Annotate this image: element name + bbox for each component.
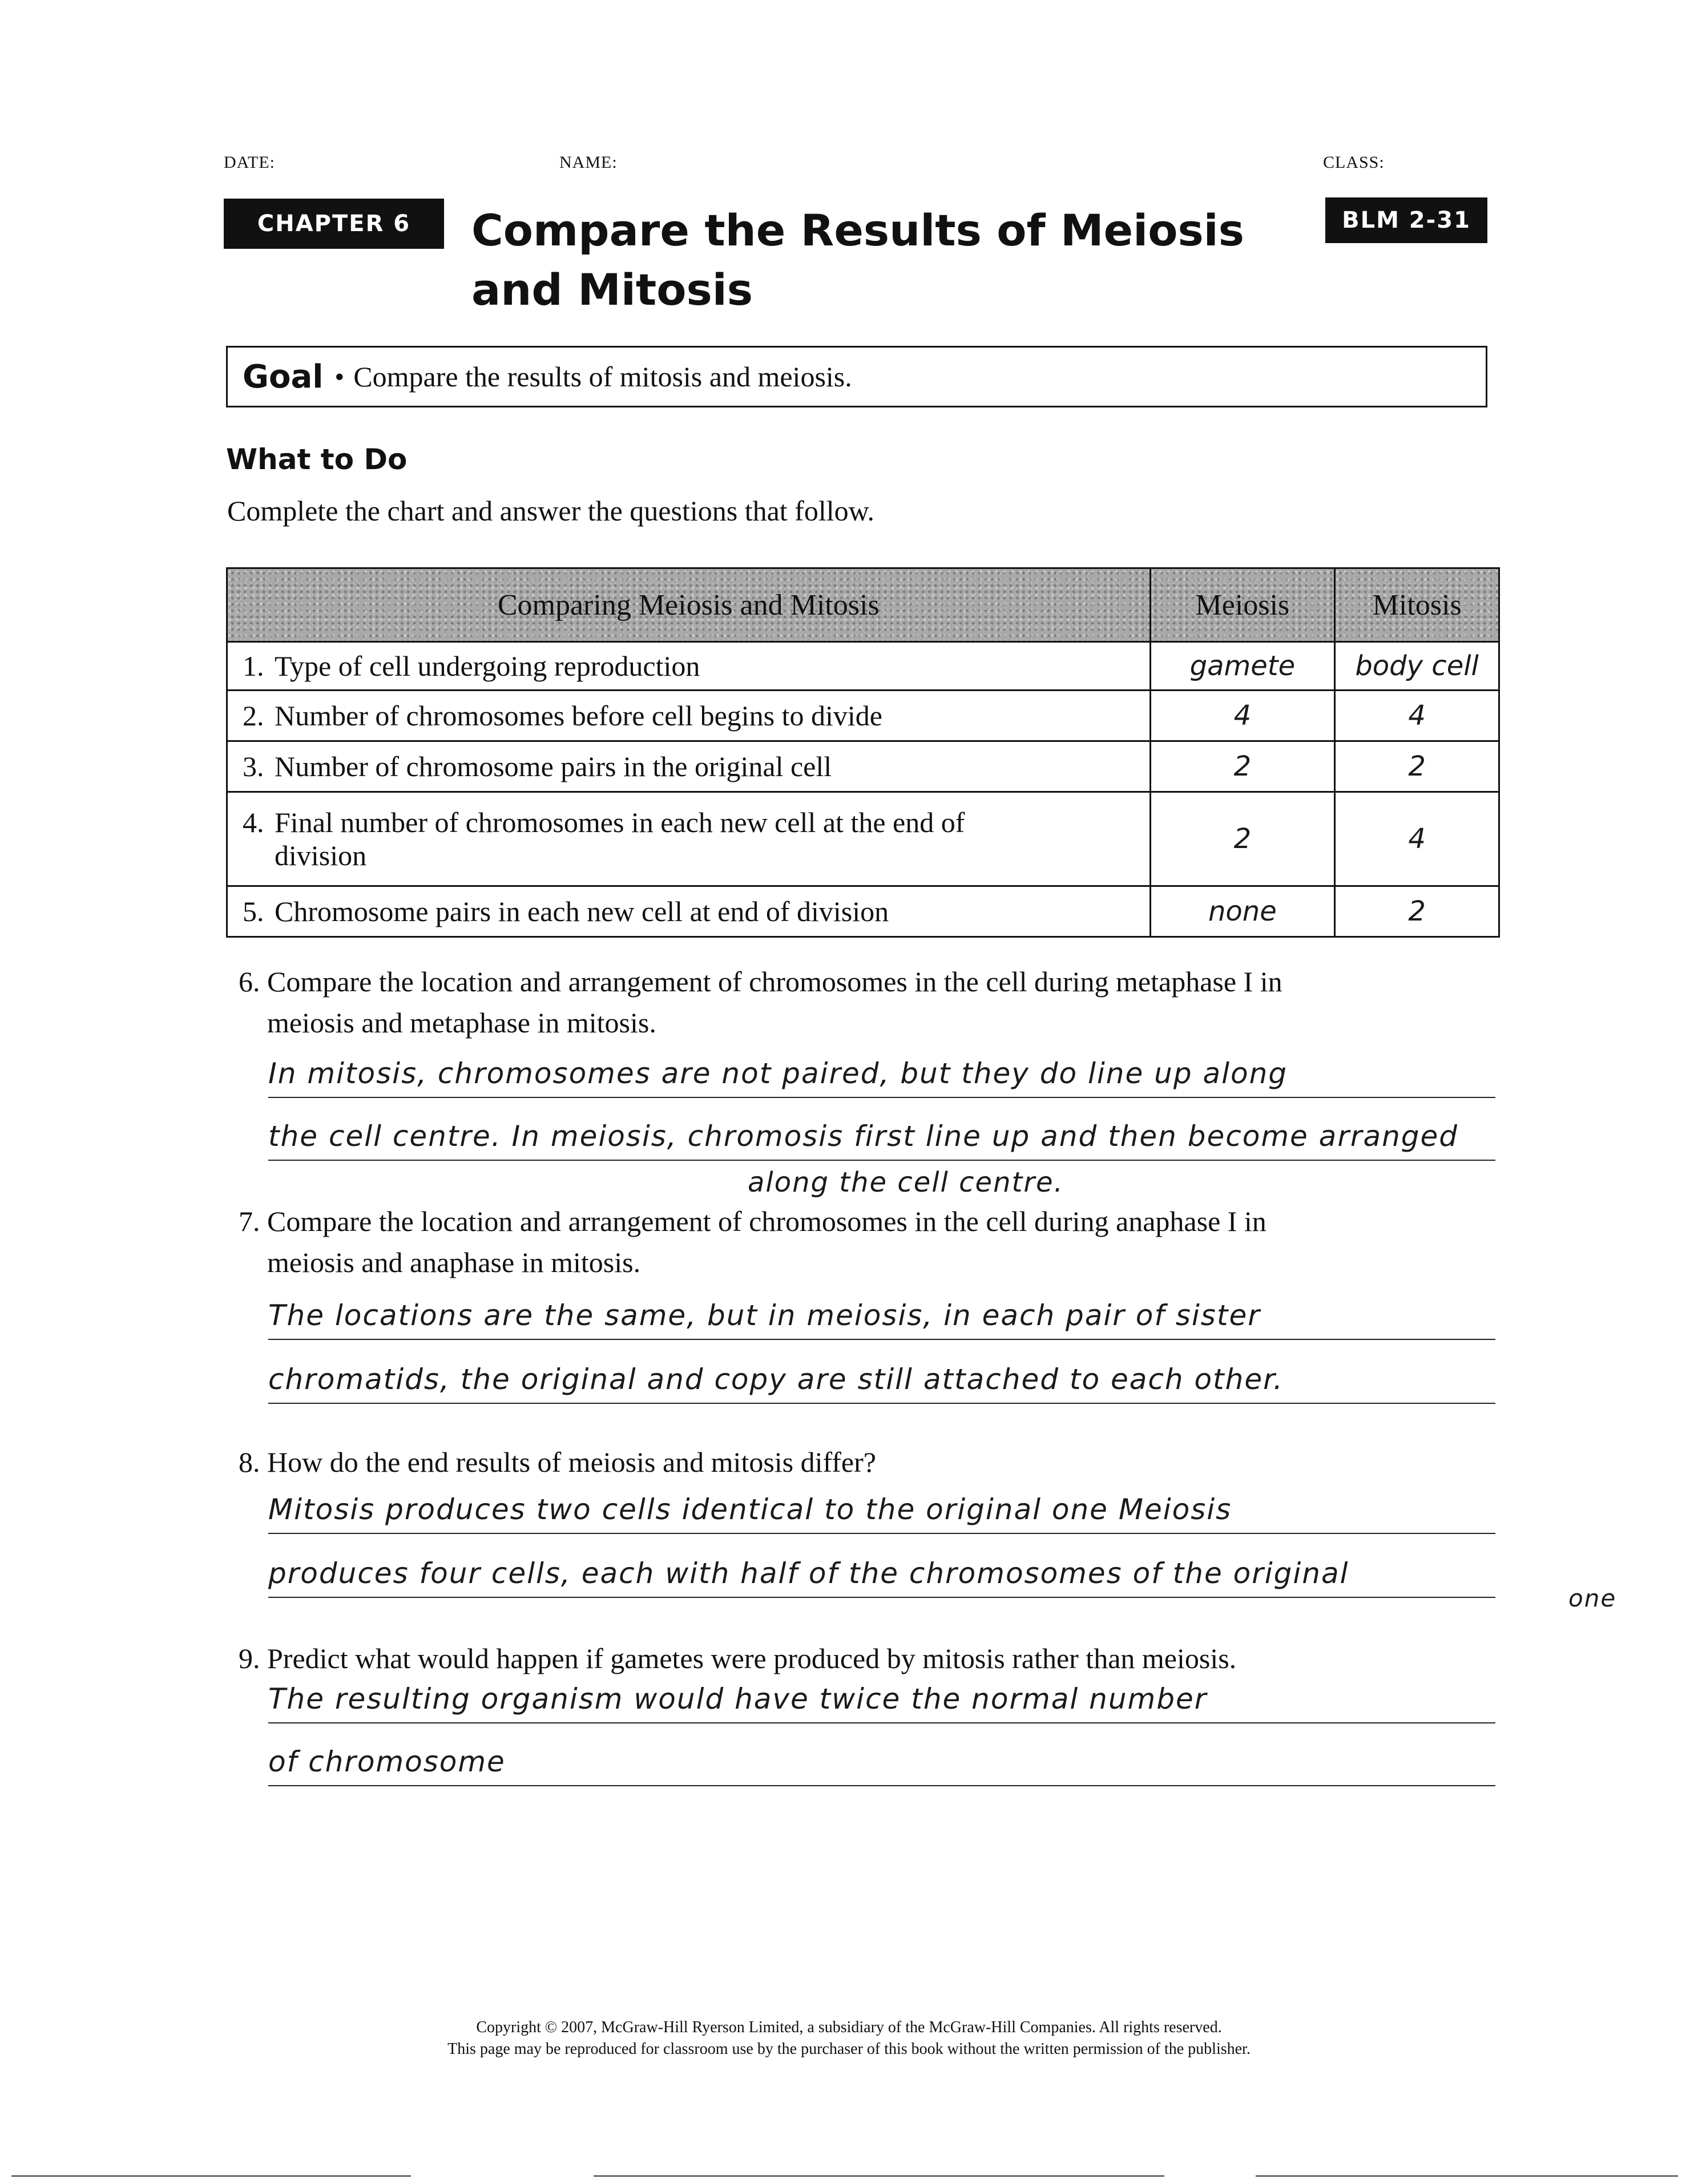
row-question: Chromosome pairs in each new cell at end of division <box>275 895 889 927</box>
mitosis-answer[interactable]: 2 <box>1335 886 1499 937</box>
chart-header-row <box>227 568 1499 642</box>
question-text-line1: How do the end results of meiosis and mitosis differ? <box>267 1446 876 1478</box>
question-text-line1: Predict what would happen if gametes were produced by mitosis rather than meiosis. <box>267 1642 1237 1674</box>
question-number: 6. <box>239 966 260 998</box>
question-9 <box>239 1638 1506 1679</box>
answer-6-line-1[interactable]: In mitosis, chromosomes are not paired, but they do line up along <box>268 1050 1495 1098</box>
row-question-line1: Final number of chromosomes in each new cell at the end of <box>275 806 965 838</box>
meiosis-answer[interactable]: 4 <box>1150 691 1335 741</box>
table-row <box>227 792 1499 886</box>
chart-question <box>227 741 1151 792</box>
question-number: 8. <box>239 1446 260 1478</box>
answer-6-line-2[interactable]: the cell centre. In meiosis, chromosis first line up and then become arranged <box>268 1113 1495 1161</box>
chart-header-mitosis: Mitosis <box>1335 568 1499 642</box>
row-number: 5. <box>243 895 264 927</box>
answer-7-line-2[interactable]: chromatids, the original and copy are still attached to each other. <box>268 1356 1495 1404</box>
answer-8-line-1[interactable]: Mitosis produces two cells identical to the original one Meiosis <box>268 1486 1495 1534</box>
blm-badge: BLM 2-31 <box>1325 197 1487 243</box>
table-row <box>227 691 1499 741</box>
question-8 <box>239 1442 1506 1483</box>
chart-question <box>227 886 1151 937</box>
answer-9-line-1[interactable]: The resulting organism would have twice the normal number <box>268 1676 1495 1723</box>
answer-9-line-2[interactable]: of chromosome <box>268 1738 1495 1786</box>
goal-label: Goal <box>243 358 324 395</box>
class-label: CLASS: <box>1323 153 1385 172</box>
question-number: 7. <box>239 1205 260 1237</box>
table-row <box>227 642 1499 691</box>
instructions: Complete the chart and answer the questions that follow. <box>227 495 874 527</box>
mitosis-answer[interactable]: 2 <box>1335 741 1499 792</box>
answer-8-extra[interactable]: one <box>1568 1584 1617 1612</box>
copyright-footer <box>0 2017 1698 2060</box>
meiosis-answer[interactable]: 2 <box>1150 792 1335 886</box>
comparison-chart <box>226 567 1500 938</box>
table-row <box>227 886 1499 937</box>
row-question: Number of chromosome pairs in the original cell <box>275 750 832 782</box>
scan-edge-line <box>594 2175 1164 2177</box>
goal-box <box>226 346 1487 407</box>
copyright-line: Copyright © 2007, McGraw-Hill Ryerson Limited, a subsidiary of the McGraw-Hill Companies. All rights reserved. <box>476 2019 1222 2036</box>
name-label: NAME: <box>559 153 618 172</box>
chart-question <box>227 691 1151 741</box>
answer-8-line-2[interactable]: produces four cells, each with half of the chromosomes of the original <box>268 1550 1495 1598</box>
row-number: 1. <box>243 650 264 682</box>
answer-6-extra[interactable]: along the cell centre. <box>748 1166 1064 1198</box>
goal-text: Compare the results of mitosis and meiosis. <box>353 361 852 393</box>
table-row <box>227 741 1499 792</box>
reproduction-line: This page may be reproduced for classroom use by the purchaser of this book without the written permission of the publisher. <box>447 2040 1251 2058</box>
chapter-badge: CHAPTER 6 <box>224 199 444 249</box>
mitosis-answer[interactable]: 4 <box>1335 792 1499 886</box>
what-to-do-heading: What to Do <box>226 443 408 476</box>
chart-header-meiosis: Meiosis <box>1150 568 1335 642</box>
question-text-line1: Compare the location and arrangement of chromosomes in the cell during anaphase I in <box>267 1205 1267 1237</box>
page-title: Compare the Results of Meiosis and Mitosis <box>471 205 1244 315</box>
mitosis-answer[interactable]: 4 <box>1335 691 1499 741</box>
question-7 <box>239 1201 1506 1283</box>
question-text-line2: meiosis and anaphase in mitosis. <box>267 1246 641 1278</box>
meiosis-answer[interactable]: 2 <box>1150 741 1335 792</box>
chart-question <box>227 642 1151 691</box>
row-number: 4. <box>243 806 264 838</box>
chart-question <box>227 792 1151 886</box>
meiosis-answer[interactable]: gamete <box>1150 642 1335 691</box>
row-question-line2: division <box>275 839 367 871</box>
answer-7-line-1[interactable]: The locations are the same, but in meiosis, in each pair of sister <box>268 1292 1495 1340</box>
question-number: 9. <box>239 1642 260 1674</box>
row-number: 2. <box>243 700 264 732</box>
scan-edge-line <box>1256 2175 1678 2177</box>
meiosis-answer[interactable]: none <box>1150 886 1335 937</box>
chart-header-title: Comparing Meiosis and Mitosis <box>227 568 1151 642</box>
date-label: DATE: <box>224 153 275 172</box>
question-text-line2: meiosis and metaphase in mitosis. <box>267 1007 656 1039</box>
question-6 <box>239 961 1506 1043</box>
mitosis-answer[interactable]: body cell <box>1335 642 1499 691</box>
question-text-line1: Compare the location and arrangement of chromosomes in the cell during metaphase I in <box>267 966 1282 998</box>
row-question: Number of chromosomes before cell begins to divide <box>275 700 882 732</box>
goal-bullet: • <box>334 361 345 392</box>
row-question: Type of cell undergoing reproduction <box>275 650 700 682</box>
scan-edge-line <box>11 2175 411 2177</box>
row-number: 3. <box>243 750 264 782</box>
